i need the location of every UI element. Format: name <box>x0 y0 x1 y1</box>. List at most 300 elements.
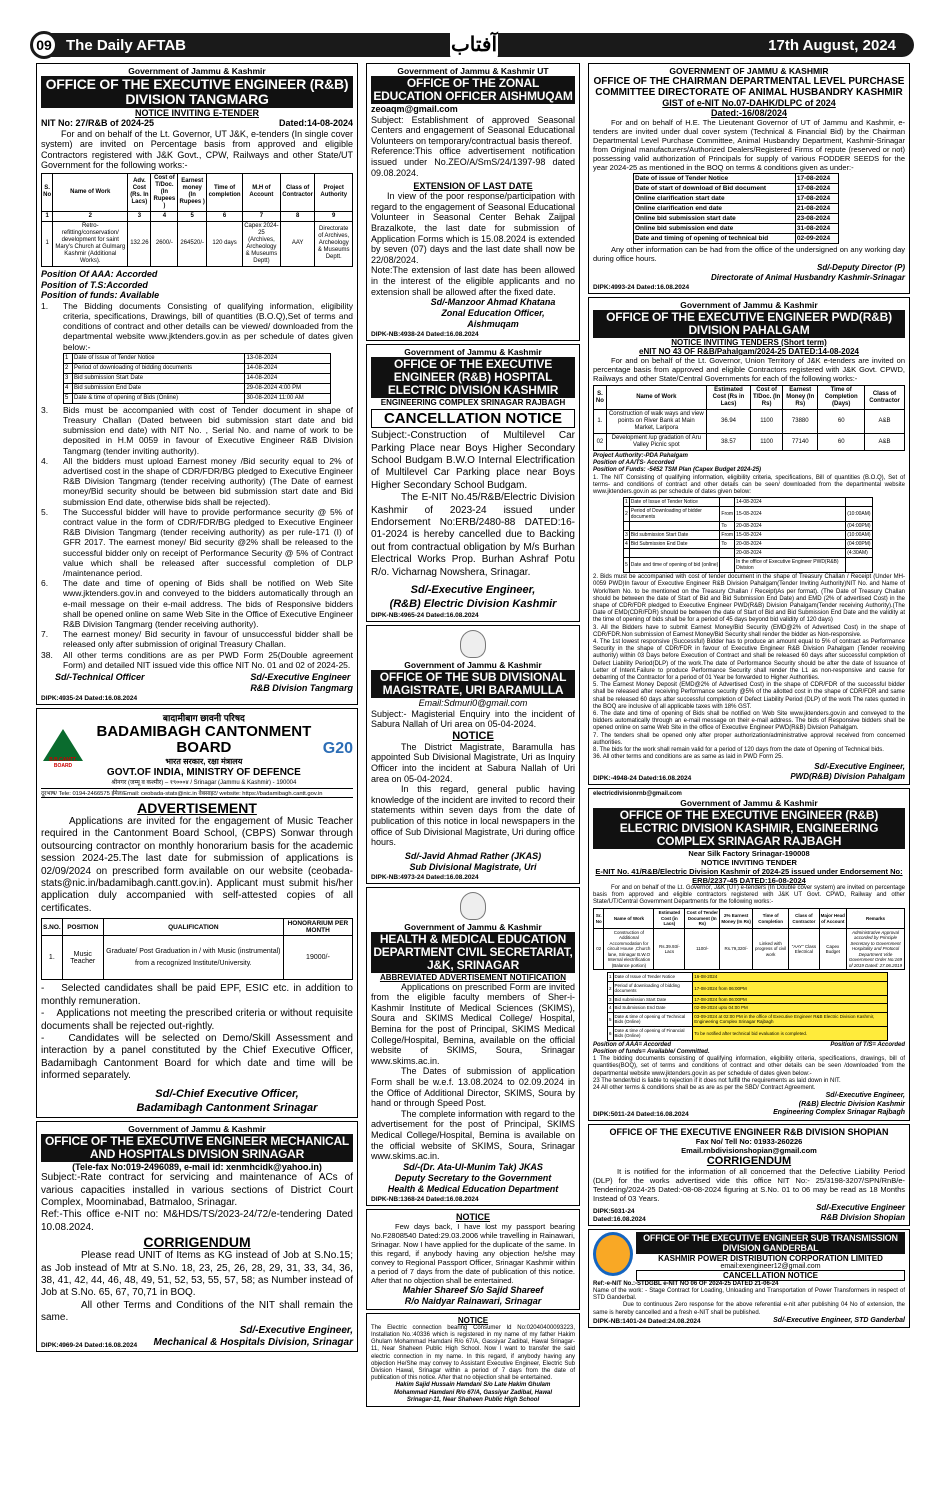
bullet-text: Selected candidates shall be paid EPF, ESIC etc. in addition to monthly remuneration. <box>41 983 353 1007</box>
th-qualification: QUALIFICATION <box>103 919 283 936</box>
cell: 77140 <box>783 434 818 451</box>
item-text: The NIT Consisting of qualifying information, eligibility criteria, specifications, Bill of quantities (B.O.Q), Set of terms- and conditions of contract and other details can be seen/ downloaded from the departmental website www.jktenders.gov.in as per schedule of dates given below: <box>593 474 906 496</box>
cell: 23-08-2024 <box>795 214 838 224</box>
item-number: 4. <box>593 639 599 646</box>
table-row <box>624 498 873 507</box>
cell: Period of downloading of bidding documents <box>613 981 693 995</box>
table-row <box>42 221 353 266</box>
cell: A&B <box>865 434 905 451</box>
th-num: 5 <box>178 211 207 221</box>
item-number: 7. <box>41 629 49 640</box>
corp-name: KASHMIR POWER DISTRIBUTION CORPORATION LIMITED <box>658 1253 883 1263</box>
notification-body: Applications on prescribed Form are invited from the eligible faculty members of Sher-i-Kashmir Institute of Medical Sciences (SKIMS), Soura and SKIMS Medical College/ Hospital, Bemina for the post of Principal, SKIMS Medical College/Hospital, Bemina, available on the official website of SKIMS, Soura, Srinagar www.skims.ac.in. <box>371 981 575 1066</box>
th-emd: Earnest Money (In Rs) <box>783 386 818 410</box>
dipk-number: DIPK:4969-24 Dated:16.08.2024 <box>41 1341 138 1349</box>
item-number: 6. <box>593 711 599 718</box>
notice-title: NOTICE INVITING E-TENDER <box>134 108 259 118</box>
kpdcl-logo-icon <box>593 1232 633 1276</box>
item-text: All the bidders must upload Earnest money /Bid security equal to 2% of advertised cost in the shape of CDR/FDR/BG pledged to Executive Engineer R&B Division Tangmarg (tender receiving authority) (The Date of earnest money/Bid security should be between bid submission start date and Bid submission End date, otherwise bids shall be rejected). <box>63 455 353 507</box>
dipk-number: DIPK-NB:4973-24 Dated:16.08.2024 <box>371 873 479 881</box>
item-text: All other terms conditions are as per PWD Form 25(Double agreement Form) and detailed NIT issued vide this office NIT No. 01 and 02 of 2024-25. <box>63 649 353 670</box>
cell: 31-08-2024 <box>795 224 838 234</box>
item-text: Bids must be accompanied with cost of tender document in the shape of Treasury Challan / Receipt (Under MH-0059 PWD)In favour of Executive Engineer R&B Division Pahalgam(Tender Inviting Authority)NIT No. and Name of Work/Item No. to be mentioned on the Treasury Challan / Receipt)As per format). (The Date of Treasury Challan should be between the date of Start of Bid and Bid Submission End Date) and EMD (2% of advertised Cost) in the shape of CDR/FDR pledged to Executive Engineer PWD(R&B) Division Pahalgam(Tender receiving Authority).(The Date of EMD(CDR/FDR) should be between the date of Start of Bid and Bid Submission End Date and the validity at the time of opening of bids shall be for a period of 45 days beyond bid validity of 120 days) <box>593 574 906 624</box>
cell: 20-08-2024 <box>735 540 846 549</box>
notice-title: NOTICE INVITING TENDERS (Short term) <box>671 338 827 347</box>
table-row <box>608 973 888 982</box>
position-aaa: Position of AAA= Accorded <box>593 1041 672 1048</box>
item-number: 38. <box>41 649 53 660</box>
cell: 17-08-2024 <box>795 184 838 194</box>
th-num: 8 <box>280 211 315 221</box>
cell: 02 <box>594 928 604 970</box>
office-banner: OFFICE OF THE EXECUTIVE ENGINEER MECHANICAL AND HOSPITALS DIVISION SRINAGAR <box>41 1134 353 1162</box>
table-row <box>608 995 888 1004</box>
notice-title: NOTICE <box>457 1315 489 1325</box>
cell: Online bid submission start date <box>634 214 796 224</box>
gov-heading: Government of Jammu & Kashmir <box>680 300 818 310</box>
item-text: The Earnest Money Deposit (EMD@2% of Advertised Cost) in the shape of CDR/FDR of the successful bidder shall be released after receiving Performance security @5% of the allotted cost in the shape of CDR/FDR and same shall be released 60 days after successful completion of Defect Liability Period (DLP) of the work The rates quoted in the BOQ are inclusive of all applicable taxes with 18% GST. <box>593 682 905 710</box>
board-name: BADAMIBAGH CANTONMENT BOARD <box>96 723 312 757</box>
g20-logo: G20 <box>322 739 353 757</box>
cell: Construction of walk ways and view points on River Bank at Main Market, Laripora <box>606 410 706 434</box>
cell: Online bid submission end date <box>634 224 796 234</box>
signature-line: Aishmuqam <box>467 319 519 330</box>
cell: Date & time of opening of Financial Bids (Online) <box>613 1026 693 1040</box>
newspaper-logo: آفتاب <box>450 29 498 59</box>
signature-line: Sd/-Executive Engineer <box>250 672 351 683</box>
notice-title: NOTICE <box>452 729 494 742</box>
office-subheading: ENGINEERING COMPLEX SRINAGAR RAJBAGH <box>380 398 566 408</box>
ad-zonal-education <box>366 63 580 341</box>
cell: Bid Submission End Date <box>629 540 720 549</box>
cell: Music Teacher <box>62 936 103 980</box>
kpdcl-header <box>593 1232 905 1281</box>
th-num: 9 <box>315 211 353 221</box>
table-row <box>64 363 331 373</box>
newspaper-name: The Daily AFTAB <box>66 36 187 54</box>
list-item <box>593 574 905 624</box>
ad-health-medical <box>366 887 580 1206</box>
item-text: The bids for the work shall remain valid for a period of 120 days from the date of Opening of Technical bids. <box>599 747 884 754</box>
dipk-number: DIPK-NB:4938-24 Dated:16.08.2024 <box>371 331 479 339</box>
cell: 17-08-2024 <box>795 174 838 184</box>
ad-hospital-electric-cancellation <box>366 344 580 622</box>
table-row <box>634 184 839 194</box>
signature-line: Zonal Education Officer, <box>441 308 545 319</box>
table-row <box>594 410 905 434</box>
cell: To be notified after technical bid evaluation is completed. <box>693 1026 888 1040</box>
cell <box>629 549 720 558</box>
cell: Period of Downloading of bidder documents <box>629 507 720 522</box>
cell: Bid Submission End Date <box>613 1004 693 1013</box>
table-row <box>624 540 873 549</box>
signature-line: Sd/-Manzoor Ahmad Khatana <box>430 297 556 308</box>
column-middle <box>366 63 580 1447</box>
cell: 60 <box>818 410 865 434</box>
cell: Development /up gradation of Aru Valley Picnic spot <box>606 434 706 451</box>
cell: 3 <box>64 373 73 383</box>
contact-line: (Tele-fax No:019-2496089, e-mail id: xenmhcidk@yahoo.in) <box>72 1161 322 1172</box>
extension-body: In view of the poor response/participation with regard to the engagement of Seasonal Educational Volunteer in Seasonal Center Behak Zaijpal Brazalkote, the last date for submission of Application Forms which is 15.08.2024 is extended by seven (07) days and the last date shall now be 22/08/2024. <box>371 191 575 265</box>
signature-line: Sd/-Executive Engineer, <box>410 583 536 596</box>
cell <box>629 522 720 531</box>
bullet-2: - Applications not meeting the prescribed criteria or without requisite documents shall be rejected out-rightly. <box>41 1008 353 1032</box>
signature-line: Health & Medical Education Department <box>387 1183 559 1194</box>
nit-line <box>41 118 353 129</box>
gist-title: GIST of e-NIT No.07-DAHK/DLPC of 2024 <box>662 98 836 108</box>
dipk-number: DIPK:5031-24 <box>593 1207 635 1215</box>
ad-badamibagh-cantonment <box>36 708 358 1118</box>
cell: (10:00AM) <box>847 532 871 539</box>
ministry-name: GOVT.OF INDIA, MINISTRY OF DEFENCE <box>106 767 301 779</box>
nit-number: NIT No: 27/R&B of 2024-25 <box>41 118 155 128</box>
extension-title: EXTENSION OF LAST DATE <box>413 181 533 192</box>
table-row <box>634 174 839 184</box>
item-text: The bidding documents consisting of qualifying information, eligibility criteria, specifications, drawings, bill of quantities(BOQ), set of terms and conditions of contract and other details can be seen /downloaded from the departmental website www.jktenders.gov.in as per schedule of dates given below:- <box>593 1056 905 1077</box>
cell: Rs.79,320/- <box>720 928 753 970</box>
th-num: 6 <box>207 211 243 221</box>
cell: 02-09-2024 <box>795 234 838 244</box>
th-remarks: Remarks <box>847 909 905 929</box>
address-line: Near Silk Factory Srinagar-190008 <box>688 848 810 858</box>
cell: Date and time of opening of bid (online) <box>629 558 720 573</box>
th-time: Time of Completion (Days) <box>818 386 865 410</box>
table-row <box>608 1026 888 1040</box>
th-work: Name of Work <box>606 386 706 410</box>
cell: Online clarification start date <box>634 194 796 204</box>
cell: To <box>720 522 735 531</box>
th-emd: 2% Earnest Money (In Rs) <box>720 909 753 929</box>
cell: 2 <box>64 363 73 373</box>
cell: 1100 <box>751 410 783 434</box>
th-num: 1 <box>42 211 53 221</box>
schedule-table <box>633 173 839 244</box>
position-row <box>593 1042 905 1049</box>
cantonment-header <box>41 711 353 786</box>
dipk-number: DIPK-NB:4965-24 Dated:16.08.2024 <box>371 611 479 619</box>
position-aats: Position of AA/TS- Accorded <box>593 460 675 467</box>
item-text: All other terms & conditions shall be as are as per the SBD/ Contract Agreement. <box>601 1085 816 1092</box>
office-banner: OFFICE OF THE EXECUTIVE ENGINEER PWD(R&B) DIVISION PAHALGAM <box>593 310 905 338</box>
cell: Bid submission Start Date <box>613 995 693 1004</box>
signature-line: Sd/-Executive Engineer <box>816 1202 905 1212</box>
th-cost: Estimated Cost (in Lacs) <box>654 909 685 929</box>
cell: 1 <box>64 353 73 363</box>
signature-line: Mechanical & Hospitals Division, Srinagar <box>153 1336 353 1348</box>
cantonment-title-block <box>89 711 319 786</box>
position-aaa: Position Of AAA: Accorded <box>41 268 158 279</box>
signature-line: Srinagar-11, Near Shaheen Public High School <box>406 1396 540 1403</box>
footer-row <box>593 762 905 782</box>
cancellation-title: CANCELLATION NOTICE <box>636 1270 905 1281</box>
item-number: 5. <box>41 506 49 517</box>
conditions-list-2 <box>41 405 353 670</box>
cell: 1 <box>625 499 628 506</box>
cell: 1100/- <box>685 928 720 970</box>
list-item <box>593 1085 905 1092</box>
signature-line: Directorate of Animal Husbandry Kashmir-Srinagar <box>711 273 905 282</box>
column-left <box>36 63 358 1447</box>
item-text: The Successful bidder will have to provide performance security @ 5% of contract value in the form of CDR/FDR/BG pledged to Executive Engineer R&B Division Tangmarg (tender receiving authority) as per rule-171 (I) of GFR 2017. The earnest money/ Bid security @2% shall be released to the successful bidder only on receipt of Performance Security @ 5% of Contract value which shall be released after successful completion of DLP /maintenance period. <box>63 506 353 579</box>
subject-line: Subject:-Rate contract for servicing and maintenance of ACs of various capacities installed in various sections of District Court Complex, Moominabad, Batmaloo, Srinagar. <box>41 1172 353 1208</box>
ad-pahalgam-tender <box>588 297 910 785</box>
cell: In the office of Executive Engineer PWD(R&B) Division <box>735 558 846 573</box>
cell: 120 days <box>207 221 243 266</box>
cell: To <box>720 540 735 549</box>
cell: 19000/- <box>283 936 352 980</box>
gov-heading: GOVERNMENT OF JAMMU & KASHMIR <box>669 66 829 76</box>
th-mh: M.H of Account <box>243 173 281 211</box>
cell: 30-08-2024 11:00 AM <box>245 393 331 403</box>
bullet-text: Applications not meeting the prescribed criteria or without requisite documents shall be rejected out-rightly. <box>41 1008 353 1032</box>
cell: 3 <box>625 532 628 539</box>
position-funds: Position of funds= Available/ Committed. <box>593 1049 710 1056</box>
advertisement-title: ADVERTISEMENT <box>137 800 257 817</box>
kpdcl-title-block <box>636 1232 905 1281</box>
dipk-number: DIPK:5011-24 Dated:16.08.2024 <box>593 1110 689 1118</box>
cell: 2 <box>608 981 614 995</box>
item-number: 5. <box>593 682 599 689</box>
office-banner: OFFICE OF THE EXECUTIVE ENGINEER (R&B) ELECTRIC DIVISION KASHMIR, ENGINEERING COMPLEX SRINAGAR RAJBAGH <box>593 808 905 849</box>
cell: 132.26 <box>128 221 151 266</box>
th-num: 7 <box>243 211 281 221</box>
cell: AAY <box>280 221 315 266</box>
table-row <box>624 549 873 558</box>
cell: Capex Budget <box>819 928 846 970</box>
th-sno: Sr. No <box>594 909 604 929</box>
table-row <box>594 928 905 970</box>
nit-line: eNIT NO 43 OF R&B/Pahalgam/2024-25 DATED:14-08-2024 <box>639 347 859 356</box>
cell: 5 <box>64 393 73 403</box>
cell: Capex 2024-25 (Archives, Archeology & Museums Deptt) <box>243 221 281 266</box>
cancellation-title: CANCELLATION NOTICE <box>371 409 575 428</box>
table-row <box>624 531 873 540</box>
cancellation-body: The E-NIT No.45/R&B/Electric Division Kashmir of 2023-24 issued under Endorsement No:ERB/2480-88 DATED:16-01-2024 is hereby cancelled due to Backing out from contractual obligation by M/s Burhan Electrical Works Prop. Burhan Ashraf Potu R/o. Vicharnag Nowshera, Srinagar. <box>371 492 575 578</box>
cell: 2 <box>624 507 630 522</box>
th-sno: S.NO. <box>42 919 63 936</box>
th-emd: Earnest money (In Rupees ) <box>178 173 207 211</box>
signature-block <box>816 1203 905 1223</box>
th-time: Time of completion <box>207 173 243 211</box>
email-line: Email.rnbdivisionshopian@gmail.com <box>681 1145 817 1155</box>
table-row <box>634 234 839 244</box>
cell: 4 <box>625 541 628 548</box>
signature-line: Mohammad Hamdani R/o 67/A, Gassiyar Zadibal, Hawal <box>393 1389 553 1396</box>
cell <box>720 498 735 507</box>
signature-line: Sd/-Javid Ahmad Rather (JKAS) <box>404 850 542 861</box>
email-line: electricdivisionrnb@gmail.com <box>593 790 682 797</box>
position-funds: Position of Funds: -5452 TSM Plan (Capex Budget 2024-25) <box>593 467 762 474</box>
cell: Date of start of download of Bid document <box>634 184 796 194</box>
th-work: Name of Work <box>53 173 128 211</box>
note-line: Note:The extension of last date has been allowed in the interest of the eligible applicants and no extension shall be allowed after the fixed date. <box>371 265 575 297</box>
dipk-block <box>593 1207 646 1223</box>
conditions-list <box>41 301 353 352</box>
list-item <box>41 507 353 578</box>
position-ts: Position of T.S:Accorded <box>41 279 148 290</box>
cell: Date of Issue of Tender Notice <box>629 498 720 507</box>
cell <box>846 498 872 507</box>
cell: Online clarification end date <box>634 204 796 214</box>
item-text: Bids must be accompanied with cost of Tender document in shape of Treasury Challan (Dated between bid submission start date and bid submission end date) with NIT No. , Serial No. and name of work to be deposited in H.M 0059 in favour of Executive Engineer R&B Division Tangmarg (tender inviting authority). <box>63 404 353 456</box>
cell: 13-08-2024 <box>245 353 331 363</box>
item-number: 4. <box>41 455 49 466</box>
item-text: The tenders shall be opened only after proper authorization/administrative approval received from concerned authorities. <box>593 732 906 746</box>
signature-line: Hakim Sajid Hussain Hamdani S/o Late Hakim Ghulam <box>395 1382 551 1389</box>
cell: Date & time of opening of Bids (Online) <box>73 393 245 403</box>
ad-mechanical-hospitals <box>36 1121 358 1352</box>
office-banner: OFFICE OF THE EXECUTIVE ENGINEER SUB TRANSMISSION DIVISION GANDERBAL <box>636 1232 905 1254</box>
th-tdoc: Cost of T/Doc. (In Rupees ) <box>151 173 178 211</box>
project-authority: Project Authority:-PDA Pahalgam <box>593 453 688 459</box>
signature-line: Sd/-Executive Engineer, <box>814 761 905 771</box>
list-item <box>593 711 905 733</box>
footer-row <box>593 1317 905 1326</box>
signature-line: PWD(R&B) Division Pahalgam <box>790 771 905 781</box>
bullet-text: Candidates will be selected on Demo/Skill Assessment and interaction by a panel constituted by the Chief Executive Officer, Badamibagh Cantonment Board for which date and time will be informed separately. <box>41 1032 353 1082</box>
notice-body-2: In this regard, general public having knowledge of the incident are invited to record their statements within seven days from the date of publication of this notice in local newspapers in the office of Sub Divisional Magistrate, Uri during office hours. <box>371 784 575 848</box>
signature-right <box>250 672 353 694</box>
cell: Bid submission Start Date <box>73 373 245 383</box>
cell: 21-08-2024 <box>795 204 838 214</box>
cell: From <box>720 507 735 522</box>
th-num: 4 <box>151 211 178 221</box>
subject-line: Subject:-Construction of Multilevel Car Parking Place near Boys Higher Secondary School Budgam B.W.O Internal Electrification of Multilevel Car Parking place near Boys Higher Secondary School Budgam. <box>371 430 575 491</box>
office-banner: OFFICE OF THE ZONAL EDUCATION OFFICER AISHMUQAM <box>371 76 575 104</box>
works-table <box>593 385 905 451</box>
table-row <box>624 558 873 573</box>
cantonment-logo-text: B.B.CANTT. BOARD <box>49 756 77 769</box>
cell: 5 <box>624 558 630 573</box>
item-text: All other terms and conditions are as same as laid in PWD Form 25. <box>602 754 784 761</box>
ad-shopian-corrigendum <box>588 1124 910 1226</box>
cell: Date of Issue of Tender Notice <box>613 973 693 982</box>
table-row <box>624 522 873 531</box>
schedule-table <box>63 353 331 404</box>
gist-date: Dated:-16/08/2024 <box>710 108 788 118</box>
ad-passport-notice <box>366 1209 580 1310</box>
intro-text: For and on behalf of the Lt. Governor, Union Territory of J&K e-tenders are invited on percentage basis from approved and eligible Contractors registered with J&K Govt. CPWD, Railways and other State/Central Governments for each of the following works:- <box>593 356 905 383</box>
signature-line: Sub Divisional Magistrate, Uri <box>409 861 537 872</box>
cell: 17-08-2024 from 06:00PM <box>693 981 888 995</box>
list-item <box>41 405 353 456</box>
works-table <box>593 908 905 970</box>
notification-body-3: The complete information with regard to the advertisement for the post of Principal, SKIMS Medical College/Hospital, Bemina is available on the official website of SKIMS, Soura, Srinagar www.skims.ac.in. <box>371 1108 575 1162</box>
list-item <box>593 682 905 711</box>
office-banner: OFFICE OF THE EXECUTIVE ENGINEER (R&B) DIVISION TANGMARG <box>41 76 353 108</box>
emblem-icon <box>460 630 486 658</box>
subject-line: Subject: Establishment of approved Seasonal Centers and engagement of Seasonal Educational Volunteers on temporary/contractual basis thereof. <box>371 114 575 146</box>
cell: Date of Issue of Tender Notice <box>73 353 245 363</box>
item-text: The 1st lowest responsive (Successful) Bidder has to produce an amount equal to 5% of contract as Performance Security in the shape of CDR/FDR in favour of Executive Engineer R&B Division Pahalgam (Tender receiving authority) within 03 Days before Execution of Contract and shall be released 60 days after successful completion of Defect Liability Period(DLP) of the work.The date of Performance Security should be after the date of Issuance of Letter of Intent.Failure to produce Performance Security shall render the L1 as non-responsive and cause for debarring of the Contractor for a period of 01 Year be forwarded to Higher Authorities. <box>593 639 905 682</box>
cell: 17-08-2024 from 06:00PM <box>693 995 888 1004</box>
address: श्रीनगर (जम्मू व कश्मीर) – १९०००४ / Srinagar (Jammu & Kashmir) - 190004 <box>111 780 297 787</box>
notification-title: ABBREVIATED ADVERTISEMENT NOTIFICATION <box>379 972 567 982</box>
schedule-table <box>607 972 888 1041</box>
gov-heading: Government of Jammu & Kashmir <box>404 347 542 358</box>
contact-line: दूरभाष/ Tele: 0194-2466575 ईमेल/Email: ceobada-stats@nic.in वेबसाइट/ website: https://badamibagh.cantt.gov.in <box>41 788 353 798</box>
list-item <box>593 733 905 747</box>
office-banner: HEALTH & MEDICAL EDUCATION DEPARTMENT CIVIL SECRETARIAT, J&K, SRINAGAR <box>371 932 575 973</box>
schedule-table <box>623 497 873 573</box>
cell: Date of issue of Tender Notice <box>634 174 796 184</box>
cell: Construction of Additional Accommodation for circuit House ,Church lane, Srinagar B.W.O Internal electrification (Balance portion) <box>604 928 654 970</box>
enit-line: E-NIT No. 41/R&B/Electric Division Kashmir of 2024-25 issued under Endorsement No: ERB/2237-45 DATED:16-08-2024 <box>595 866 903 885</box>
cell: 4 <box>64 383 73 393</box>
footer-row <box>41 1325 353 1349</box>
th-tdoc: Cost of T/Doc. (In Rs) <box>751 386 783 410</box>
cell: 60 <box>818 434 865 451</box>
table-row <box>594 434 905 451</box>
table-row <box>64 353 331 363</box>
cell: Graduate/ Post Graduation in / with Music (instrumental) from a recognized Institute/University. <box>103 936 283 980</box>
signature-line: (R&B) Electric Division Kashmir <box>798 1100 905 1108</box>
cell: 73880 <box>783 410 818 434</box>
list-item <box>41 301 353 352</box>
gov-heading: Government of Jammu & Kashmir <box>128 1123 266 1134</box>
cell: 15-08-2024 <box>735 531 846 540</box>
corrigendum-body: Please read UNIT of Items as KG instead of Job at S.No.15; as Job instead of Mtr at S.No. 18, 23, 25, 26, 28, 29, 31, 33, 34, 36, 38, 41, 42, 44, 46, 48, 49, 51, 52, 53, 55, 57, 58; as Number instead of Job at S.No. 65, 67, 70,71 in BOQ. <box>41 1250 353 1299</box>
gov-heading: Government of Jammu & Kashmir <box>128 66 266 76</box>
cell: (4:30AM) <box>846 549 872 558</box>
signature-left: Sd/-Technical Officer <box>55 672 145 683</box>
th-work: Name of Work <box>604 909 654 929</box>
intro-text: For and on behalf of the Lt. Governor, J&K (UT) e-tenders (In Double cover system) are invited on percentage basis from approved and eligible contractors registered with J&K UT Govt. CPWD, Railway and other State/UT/Central Government Departments for the following works:- <box>593 884 905 906</box>
cell: 02-09-2024 upto 04:00 PM <box>693 1004 888 1013</box>
cell: Period of downloading of bidding documents <box>73 363 245 373</box>
item-text: All the Bidders have to submit Earnest Money/Bid Security (EMD@2% of Advertised Cost) in the shape of CDR/FDR.Non submission of Earnest Money/Bid Security shall render the bidder as Non-responsive. <box>593 624 905 638</box>
issue-date: 17th August, 2024 <box>768 36 896 54</box>
notice-body: The Electric connection bearing Consumer Id No:02040400093223, Installation No.:40336 which is registered in my name of my father Hakim Ghulam Mohammad Hamdani R/o 67/A, Gassiyar Zadibal, Hawal Srinagar-11, Near Shaheen Public High School. Now I want to transfer the said electric connection in my name. In this regard, if anybody having any objection He/She may convey to Assistant Executive Engineer, Electric Sub Division Hawal, Srinagar within a period of 7 days from the date of publication of this notice. After that no objection shall be entertained. <box>371 1324 575 1382</box>
ad-rb-electric-tender <box>588 788 910 1121</box>
cell: 38.57 <box>706 434 750 451</box>
footer-row <box>593 1092 905 1118</box>
ad-tangmarg-tender <box>36 63 358 705</box>
gist-body: For and on behalf of H.E. The Lieutenant Governor of UT of Jammu and Kashmir, e-tenders are invited under dual cover system (Technical & Financial Bid) by the Chairman Departmental Level Purchase Committee, Animal Husbandry Department, Kashmir-Srinagar from Original manufacturers/Authorized Dealers/Registered Firms of repute (reserved or not) possessing valid authorization of Principals for supply of various FODDER SEEDS for the year 2024-25 as mentioned in the BOQ on terms & conditions given as under:- <box>593 118 905 172</box>
signature-line: Sd/-(Dr. Ata-Ul-Munim Tak) JKAS <box>403 1161 543 1172</box>
nit-date: Dated:14-08-2024 <box>278 118 353 128</box>
table-row <box>608 981 888 995</box>
item-number: 24 <box>593 1085 600 1092</box>
newspaper-header-bar <box>34 33 914 57</box>
cell: 1 <box>609 974 612 980</box>
email-line: Email:Sdmuri0@gmail.com <box>418 697 528 708</box>
cell: 6 <box>608 1026 614 1040</box>
subject-line: Subject:- Magisterial Enquiry into the incident of Sabura Nallah of Uri area on 05-04-2024. <box>371 708 575 730</box>
hindi-name: बादामीबाग छावनी परिषद <box>162 713 245 724</box>
cell: 29-08-2024 4:00 PM <box>245 383 331 393</box>
cell: 2600/- <box>151 221 178 266</box>
item-number: 36. <box>593 754 602 761</box>
signature-line: Sd/-Chief Executive Officer, <box>155 1087 299 1100</box>
dipk-number: DIPK:4993-24 Dated:16.08.2024 <box>593 284 690 291</box>
signature-line: R/o Naidyar Rainawari, Srinagar <box>404 1295 542 1306</box>
item-number: 23 <box>593 1077 600 1084</box>
cell: Administrative Approval accorded by Principle Secretary to Government Hospitality and Protocol Department Vide Government Order No:169 of 2019 Dated: 27.06.2019 <box>847 928 905 970</box>
dipk-number: DIPK:-4948-24 Dated:16.08.2024 <box>593 774 692 782</box>
cell: 15-08-2024 <box>735 507 846 522</box>
notification-body-2: The Dates of submission of application Form shall be w.e.f. 13.08.2024 to 02.09.2024 in the Office of Additional Director, SKIMS, Soura by hand or through Speed Post. <box>371 1066 575 1109</box>
office-banner: OFFICE OF THE EXECUTIVE ENGINEER (R&B) HOSPITAL ELECTRIC DIVISION KASHMIR <box>371 357 575 398</box>
signature-line: R&B Division Tangmarg <box>250 683 353 694</box>
bullet-1: - Selected candidates shall be paid EPF, ESIC etc. in addition to monthly remuneration. <box>41 983 353 1007</box>
table-row <box>634 214 839 224</box>
gov-heading: Government of Jammu & Kashmir <box>404 921 542 932</box>
list-item <box>593 625 905 639</box>
fax-line: Fax No/ Tell No: 01933-260226 <box>695 1136 803 1146</box>
dipk-number: DIPK:4935-24 Dated:16.08.2024 <box>41 695 138 703</box>
cell: (04:00PM) <box>847 541 871 548</box>
